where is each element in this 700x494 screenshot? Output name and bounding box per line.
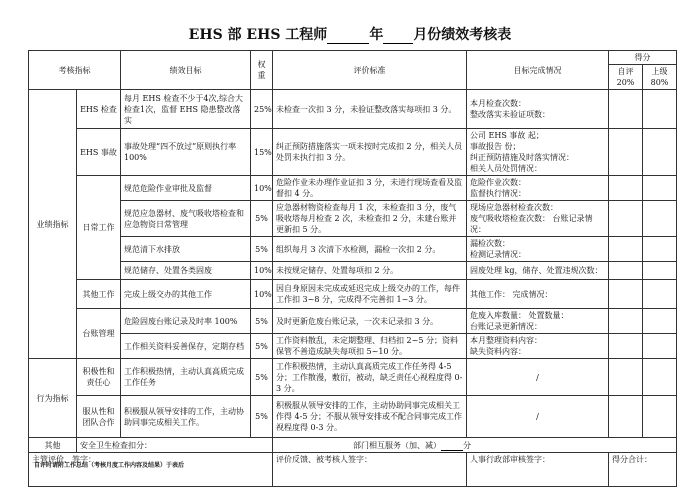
category-behavior: 行为指标 bbox=[29, 359, 77, 438]
table-row bbox=[29, 201, 677, 237]
self-score-cell[interactable] bbox=[609, 262, 643, 280]
goal-cell: 规范危险作业审批及监督 bbox=[121, 176, 251, 201]
header-weight: 权重 bbox=[251, 51, 273, 90]
completion-cell[interactable]: 本月整理资料内容： 缺失资料内容： bbox=[467, 334, 609, 359]
table-row bbox=[29, 237, 677, 262]
standard-cell: 积极服从领导安排的工作，主动协助同事完成相关工作得 4-5 分；不服从领导安排或不配合同事完成工作视程度得 0-3 分。 bbox=[273, 396, 467, 438]
table-row bbox=[29, 129, 677, 176]
category-business: 业绩指标 bbox=[29, 90, 77, 359]
completion-cell[interactable]: 危险作业次数： 监督执行情况： bbox=[467, 176, 609, 201]
standard-cell: 及时更新危废台账记录，一次未记录扣 3 分。 bbox=[273, 309, 467, 334]
goal-cell: 每月 EHS 检查不少于4次,综合大检查1次，监督 EHS 隐患整改落实 bbox=[121, 90, 251, 129]
category-other: 其他 bbox=[29, 438, 77, 453]
month-blank[interactable] bbox=[383, 29, 413, 44]
standard-cell: 未检查一次扣 3 分，未验证整改落实每项扣 3 分。 bbox=[273, 90, 467, 129]
sub-indicator: 其他工作 bbox=[77, 280, 121, 309]
boss-score-cell[interactable] bbox=[643, 129, 677, 176]
standard-cell: 组织每月 3 次清下水检测，漏检一次扣 2 分。 bbox=[273, 237, 467, 262]
goal-cell: 规范储存、处置各类固废 bbox=[121, 262, 251, 280]
boss-score-cell[interactable] bbox=[643, 334, 677, 359]
weight-cell: 10% bbox=[251, 262, 273, 280]
table-row bbox=[29, 359, 677, 396]
goal-cell: 完成上级交办的其他工作 bbox=[121, 280, 251, 309]
table-row bbox=[29, 280, 677, 309]
table-row bbox=[29, 176, 677, 201]
year-blank[interactable] bbox=[327, 29, 369, 44]
header-score: 得分 bbox=[609, 51, 677, 65]
sub-indicator: EHS 检查 bbox=[77, 90, 121, 129]
boss-score-cell[interactable] bbox=[643, 262, 677, 280]
hr-signature-field[interactable]: 人事行政部审核签字： bbox=[467, 453, 609, 487]
boss-score-cell[interactable] bbox=[643, 309, 677, 334]
boss-score-cell[interactable] bbox=[643, 359, 677, 396]
self-score-cell[interactable] bbox=[609, 334, 643, 359]
table-row bbox=[29, 334, 677, 359]
completion-na-cell: / bbox=[467, 359, 609, 396]
standard-cell: 危险作业未办理作业证扣 3 分，未进行现场查看及监督扣 4 分。 bbox=[273, 176, 467, 201]
completion-na-cell: / bbox=[467, 396, 609, 438]
weight-cell: 5% bbox=[251, 237, 273, 262]
completion-cell[interactable]: 现场应急器材检查次数： 废气吸收塔检查次数： 台账记录情况： bbox=[467, 201, 609, 237]
sub-indicator: 服从性和团队合作 bbox=[77, 396, 121, 438]
self-score-cell[interactable] bbox=[609, 176, 643, 201]
header-boss: 上级 80% bbox=[643, 65, 677, 90]
goal-cell: 规范清下水排放 bbox=[121, 237, 251, 262]
self-score-cell[interactable] bbox=[609, 396, 643, 438]
table-row bbox=[29, 262, 677, 280]
standard-cell: 因自身原因未完成或延迟完成上级交办的工作，每件工作扣 3~8 分，完成得不完善扣 1~3 分。 bbox=[273, 280, 467, 309]
boss-score-cell[interactable] bbox=[643, 396, 677, 438]
completion-cell[interactable]: 固废处理 kg，储存、处置违规次数： bbox=[467, 262, 609, 280]
boss-score-cell[interactable] bbox=[643, 201, 677, 237]
table-row bbox=[29, 396, 677, 438]
completion-cell[interactable]: 漏检次数： 检测记录情况： bbox=[467, 237, 609, 262]
weight-cell: 25% bbox=[251, 90, 273, 129]
weight-cell: 5% bbox=[251, 309, 273, 334]
standard-cell: 工作资料散乱，未定期整理、归档扣 2~5 分；资料保管不善造成缺失每项扣 5~10 分。 bbox=[273, 334, 467, 359]
self-score-cell[interactable] bbox=[609, 90, 643, 129]
self-score-cell[interactable] bbox=[609, 309, 643, 334]
goal-cell: 工作积极热情，主动认真高质完成工作任务 bbox=[121, 359, 251, 396]
footnote: 自评时请附工作总结（考核月度工作内容及结果）于表后 bbox=[34, 462, 185, 469]
header-indicator: 考核指标 bbox=[29, 51, 121, 90]
boss-score-cell[interactable] bbox=[643, 280, 677, 309]
weight-cell: 10% bbox=[251, 280, 273, 309]
standard-cell: 纠正预防措施落实一项未按时完成扣 2 分，相关人员处罚未执行扣 3 分。 bbox=[273, 129, 467, 176]
weight-cell: 5% bbox=[251, 359, 273, 396]
weight-cell: 10% bbox=[251, 176, 273, 201]
supervisor-signature-field[interactable]: 主管评价、签字： bbox=[29, 453, 273, 487]
table-row bbox=[29, 438, 677, 453]
boss-score-cell[interactable] bbox=[643, 176, 677, 201]
weight-cell: 15% bbox=[251, 129, 273, 176]
self-score-cell[interactable] bbox=[609, 237, 643, 262]
goal-cell: 积极服从领导安排的工作，主动协助同事完成相关工作。 bbox=[121, 396, 251, 438]
boss-score-cell[interactable] bbox=[643, 237, 677, 262]
table-row bbox=[29, 309, 677, 334]
weight-cell: 5% bbox=[251, 201, 273, 237]
sub-indicator: 积极性和责任心 bbox=[77, 359, 121, 396]
mutual-service-field[interactable]: 部门相互服务（加、减） 分 bbox=[273, 438, 677, 453]
sub-indicator: 日常工作 bbox=[77, 176, 121, 280]
weight-cell: 5% bbox=[251, 396, 273, 438]
title-year: 年 bbox=[369, 27, 384, 43]
title-month: 月份绩效考核表 bbox=[413, 27, 512, 43]
self-score-cell[interactable] bbox=[609, 359, 643, 396]
title-dept: EHS 部 EHS 工程师 bbox=[188, 27, 328, 43]
table-row bbox=[29, 90, 677, 129]
self-score-cell[interactable] bbox=[609, 201, 643, 237]
evaluation-table bbox=[28, 50, 677, 487]
completion-cell[interactable]: 危废入库数量： 处置数量： 台账记录更新情况： bbox=[467, 309, 609, 334]
sub-indicator: EHS 事故 bbox=[77, 129, 121, 176]
standard-cell: 工作积极热情，主动认真高质完成工作任务得 4-5 分；工作散漫，敷衍，被动，缺乏责任心视程度得 0-3 分。 bbox=[273, 359, 467, 396]
total-score-field[interactable]: 得分合计： bbox=[609, 453, 677, 487]
standard-cell: 应急器材物资检查每月 1 次，未检查扣 3 分，废气吸收塔每月检查 2 次，未检查扣 2 分，未建台账并更新扣 5 分。 bbox=[273, 201, 467, 237]
safety-deduction-field[interactable]: 安全卫生检查扣分： bbox=[77, 438, 273, 453]
goal-cell: 事故处理“四不放过”原则执行率100% bbox=[121, 129, 251, 176]
header-standard: 评价标准 bbox=[273, 51, 467, 90]
completion-cell[interactable]: 本月检查次数： 整改落实未验证项数： bbox=[467, 90, 609, 129]
header-completion: 目标完成情况 bbox=[467, 51, 609, 90]
completion-cell[interactable]: 公司 EHS 事故 起； 事故报告 份； 纠正预防措施及时落实情况： 相关人员处罚情况： bbox=[467, 129, 609, 176]
goal-cell: 规范应急器材、废气吸收塔检查和应急物资日常管理 bbox=[121, 201, 251, 237]
goal-cell: 危险固废台账记录及时率 100% bbox=[121, 309, 251, 334]
header-self: 自评 20% bbox=[609, 65, 643, 90]
completion-cell[interactable]: 其他工作： 完成情况： bbox=[467, 280, 609, 309]
sub-indicator: 台账管理 bbox=[77, 309, 121, 359]
weight-cell: 5% bbox=[251, 334, 273, 359]
goal-cell: 工作相关资料妥善保存，定期存档 bbox=[121, 334, 251, 359]
self-score-cell[interactable] bbox=[609, 280, 643, 309]
page-title bbox=[0, 24, 700, 44]
self-score-cell[interactable] bbox=[609, 129, 643, 176]
boss-score-cell[interactable] bbox=[643, 90, 677, 129]
standard-cell: 未按规定储存、处置每项扣 2 分。 bbox=[273, 262, 467, 280]
table-row bbox=[29, 453, 677, 487]
feedback-signature-field[interactable]: 评价反馈、被考核人签字： bbox=[273, 453, 467, 487]
header-goal: 绩效目标 bbox=[121, 51, 251, 90]
